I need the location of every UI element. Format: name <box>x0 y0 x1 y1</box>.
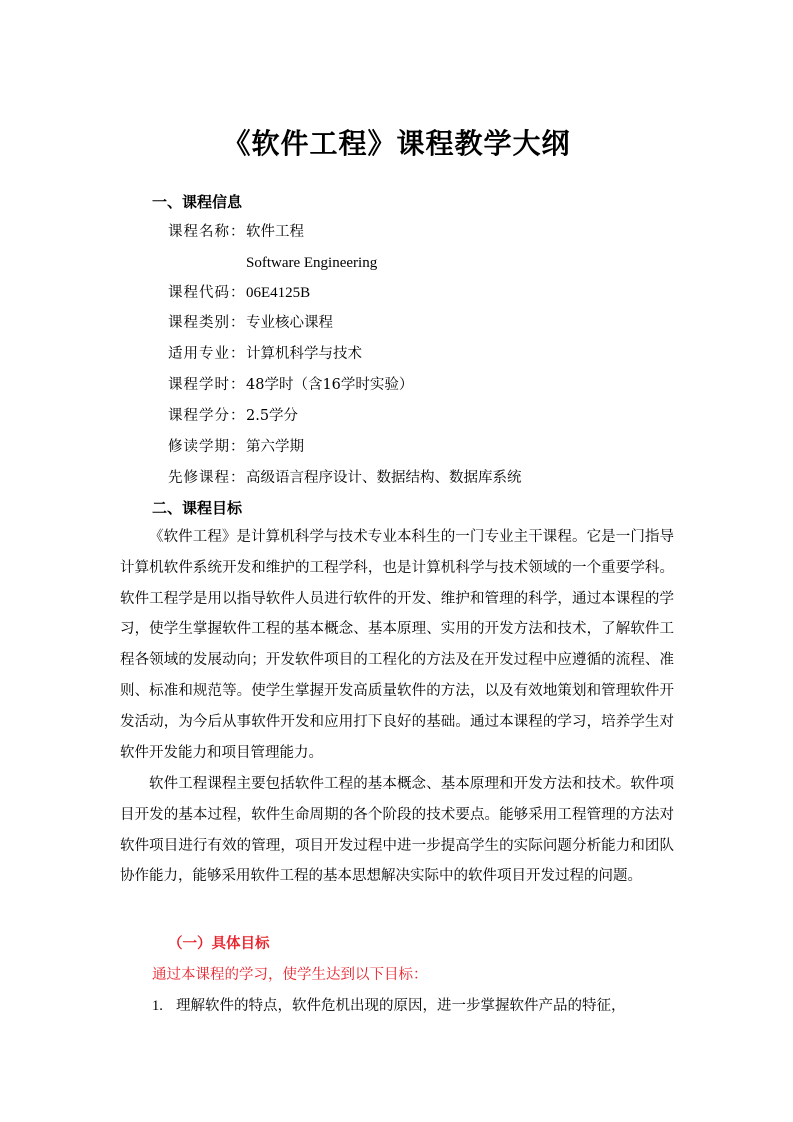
info-value: 48学时（含16学时实验） <box>246 377 414 393</box>
info-value: 2.5学分 <box>246 408 299 424</box>
info-row-credits <box>168 406 298 426</box>
info-label: 课程学分： <box>168 408 246 424</box>
info-label: 课程类别： <box>168 315 246 331</box>
info-value: 第六学期 <box>246 439 304 455</box>
info-row-prerequisites <box>168 468 522 488</box>
info-value: 软件工程 <box>246 224 304 240</box>
info-value: 计算机科学与技术 <box>246 346 362 362</box>
info-row-hours <box>168 375 413 395</box>
subheading-specific-goals: （一）具体目标 <box>168 936 270 952</box>
info-label: 课程代码： <box>168 285 246 301</box>
info-value: 06E4125B <box>246 285 311 301</box>
section-heading-course-objectives: 二、课程目标 <box>152 499 243 517</box>
paragraph-objectives-2: 软件工程课程主要包括软件工程的基本概念、基本原理和开发方法和技术。软件项目开发的基本过程，软件生命周期的各个阶段的技术要点。能够采用工程管理的方法对软件项目进行有效的管理，项目开发过程中进一步提高学生的实际问题分析能力和团队协作能力，能够采用软件工程的基本思想解决实际中的软件项目开发过程的问题。 <box>120 776 674 885</box>
info-row-course-type <box>168 313 333 333</box>
list-item-text: 理解软件的特点，软件危机出现的原因，进一步掌握软件产品的特征， <box>176 998 626 1014</box>
info-row-course-name <box>168 222 304 242</box>
info-label: 适用专业： <box>168 346 246 362</box>
info-value: 高级语言程序设计、数据结构、数据库系统 <box>246 470 522 486</box>
paragraph-objectives-1: 《软件工程》是计算机科学与技术专业本科生的一门专业主干课程。它是一门指导计算机软件系统开发和维护的工程学科，也是计算机科学与技术领域的一个重要学科。软件工程学是用以指导软件人员进行软件的开发、维护和管理的科学，通过本课程的学习，使学生掌握软件工程的基本概念、基本原理、实用的开发方法和技术，了解软件工程各领域的发展动向；开发软件项目的工程化的方法及在开发过程中应遵循的流程、准则、标准和规范等。使学生掌握开发高质量软件的方法，以及有效地策划和管理软件开发活动，为今后从事软件开发和应用打下良好的基础。通过本课程的学习，培养学生对软件开发能力和项目管理能力。 <box>120 529 674 761</box>
info-label: 先修课程： <box>168 470 246 486</box>
info-label: 课程名称： <box>168 224 246 240</box>
info-label: 修读学期： <box>168 439 246 455</box>
goals-intro: 通过本课程的学习，使学生达到以下目标： <box>152 967 428 983</box>
list-item-number: 1. <box>152 998 163 1014</box>
info-row-course-code <box>168 283 310 303</box>
info-row-course-name-en: Software Engineering <box>246 255 378 271</box>
info-row-semester <box>168 437 304 457</box>
section-heading-course-info: 一、课程信息 <box>152 193 243 211</box>
info-value: 专业核心课程 <box>246 315 333 331</box>
info-label: 课程学时： <box>168 377 246 393</box>
info-row-major <box>168 344 362 364</box>
list-item <box>152 996 674 1016</box>
document-title: 《软件工程》课程教学大纲 <box>222 127 571 160</box>
